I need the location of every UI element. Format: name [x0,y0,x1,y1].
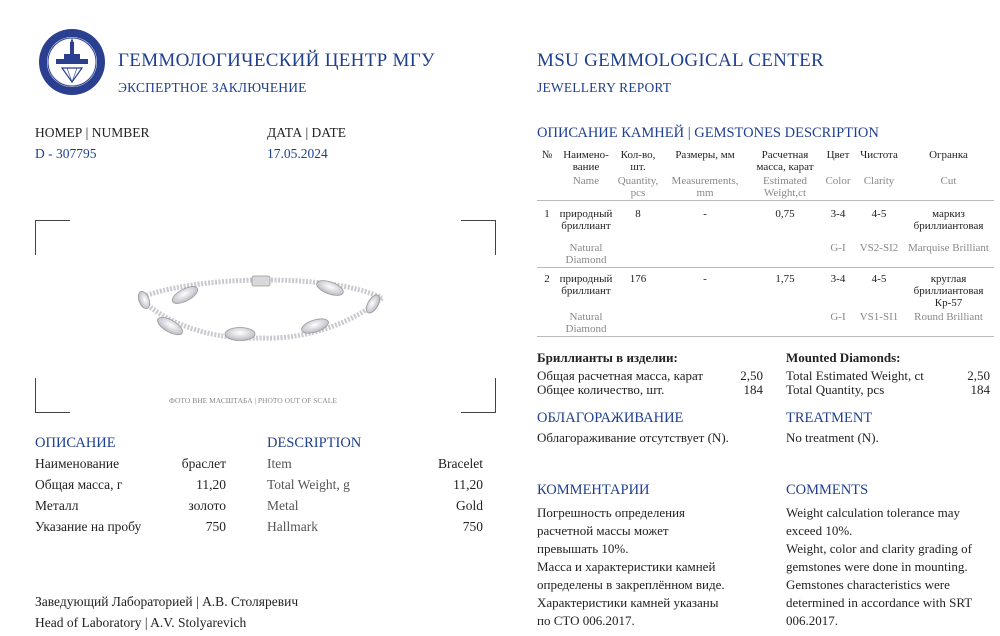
column-header-en: Name [572,175,600,187]
comments-en-text [786,504,996,630]
treatment-en-text: No treatment (N). [786,430,879,445]
mounted-en-heading: Mounted Diamonds: [786,350,901,365]
table-cell: 3-4 [830,208,846,220]
table-cell: природный бриллиант [559,208,613,232]
comment-line: gemstones were done in mounting. [786,559,968,574]
column-header: Огранка [929,149,968,161]
column-header-en: Measurements, mm [671,175,739,199]
description-label: Item [267,456,292,471]
description-label: Metal [267,498,299,513]
mounted-label: Total Quantity, pcs [786,382,885,397]
header-en-title: MSU GEMMOLOGICAL CENTER [537,50,824,71]
comment-line: determined in accordance with SRT [786,595,973,610]
photo-frame-corner [461,220,496,255]
table-cell: 1 [544,208,550,220]
table-cell: 4-5 [871,208,887,220]
comments-ru-heading: КОММЕНТАРИИ [537,482,650,498]
mounted-en-list [786,368,990,396]
comment-line: Gemstones characteristics were [786,577,950,592]
description-value: Bracelet [438,456,483,471]
table-cell: G-I [830,242,846,254]
description-label: Hallmark [267,519,318,534]
description-value: браслет [181,456,226,471]
comment-line: exceed 10%. [786,523,853,538]
description-label: Наименование [35,456,120,471]
comment-line: Weight, color and clarity grading of [786,541,972,556]
table-cell: 176 [629,273,647,285]
photo-frame-corner [35,220,70,255]
column-header-en: Estimated Weight,ct [763,175,807,199]
description-value: золото [188,498,226,513]
description-label: Металл [35,498,79,513]
table-cell: - [703,273,707,285]
table-cell: 2 [544,273,550,285]
comment-line: по СТО 006.2017. [537,613,635,628]
description-value: 750 [462,519,483,534]
mounted-value: 2,50 [740,368,763,383]
column-header-en: Cut [940,175,957,187]
table-cell: G-I [830,311,846,323]
comment-line: превышать 10%. [537,541,629,556]
number-value: D - 307795 [35,146,97,161]
table-row [537,272,994,310]
comment-line: Масса и характеристики камней [537,559,716,574]
description-label: Общая масса, г [35,477,123,492]
description-label: Total Weight, g [267,477,350,492]
header-ru-subtitle: ЭКСПЕРТНОЕ ЗАКЛЮЧЕНИЕ [118,80,307,95]
table-header-row-en [537,174,994,201]
list-item [786,368,990,382]
treatment-ru-heading: ОБЛАГОРАЖИВАНИЕ [537,410,684,426]
description-value: 11,20 [196,477,226,492]
table-cell: VS2-SI2 [859,242,899,254]
table-cell: 0,75 [775,208,795,220]
table-cell [661,310,749,337]
table-cell: 4-5 [871,273,887,285]
list-item [786,382,990,396]
column-header: Кол-во, шт. [620,149,656,173]
comment-line: Характеристики камней указаны [537,595,719,610]
column-header-en [537,174,557,201]
table-cell: Marquise Brilliant [908,242,989,254]
column-header: Расчетная масса, карат [756,149,814,173]
column-header: Цвет [826,149,850,161]
comment-line: 006.2017. [786,613,838,628]
column-header-en: Color [825,175,851,187]
table-cell: 3-4 [830,273,846,285]
column-header: Размеры, мм [675,149,735,161]
bracelet-photo [130,268,390,353]
table-row-en [537,310,994,337]
treatment-en-heading: TREATMENT [786,410,873,426]
gemstones-table [537,148,994,337]
list-item [35,498,226,519]
table-cell [537,310,557,337]
table-row-en [537,241,994,268]
column-header: Наимено-вание [563,149,609,173]
mounted-label: Общее количество, шт. [537,382,665,397]
list-item [267,519,483,540]
table-cell: VS1-SI1 [859,311,899,323]
list-item [35,477,226,498]
table-cell: Round Brilliant [914,311,983,323]
list-item [267,498,483,519]
header-ru-title: ГЕММОЛОГИЧЕСКИЙ ЦЕНТР МГУ [118,50,435,71]
description-ru-list [35,456,226,540]
description-value: 750 [205,519,226,534]
table-header-row [537,148,994,174]
mounted-label: Общая расчетная масса, карат [537,368,704,383]
table-cell: Natural Diamond [565,242,607,266]
mounted-label: Total Estimated Weight, ct [786,368,924,383]
list-item [35,456,226,477]
mounted-ru-heading: Бриллианты в изделии: [537,350,678,365]
table-cell [615,241,661,268]
gemstones-heading: ОПИСАНИЕ КАМНЕЙ | GEMSTONES DESCRIPTION [537,125,879,141]
list-item [267,477,483,498]
table-cell: 1,75 [775,273,795,285]
table-cell: природный бриллиант [559,273,613,297]
table-cell [749,241,821,268]
signature-ru: Заведующий Лабораторией | А.В. Столяревич [35,594,299,609]
description-en-heading: DESCRIPTION [267,435,362,451]
treatment-ru-text: Облагораживание отсутствует (N). [537,430,729,445]
column-header-en: Quantity, pcs [617,175,659,199]
description-ru-heading: ОПИСАНИЕ [35,435,116,451]
date-value: 17.05.2024 [267,146,328,161]
table-cell: Natural Diamond [565,311,607,335]
column-header-en: Clarity [863,175,895,187]
table-cell [749,310,821,337]
mounted-value: 2,50 [967,368,990,383]
column-header: № [541,149,553,161]
list-item [35,519,226,540]
description-en-list [267,456,483,540]
photo-caption: ФОТО ВНЕ МАСШТАБА | PHOTO OUT OF SCALE [169,396,337,405]
description-value: 11,20 [453,477,483,492]
comment-line: Погрешность определения [537,505,686,520]
comments-en-heading: COMMENTS [786,482,869,498]
table-cell [537,241,557,268]
description-value: Gold [456,498,483,513]
header-en-subtitle: JEWELLERY REPORT [537,80,672,95]
table-cell: круглая бриллиантовая Кр-57 [913,273,984,309]
mounted-value: 184 [743,382,763,397]
list-item [537,382,763,396]
msu-seal-icon [38,28,106,96]
number-label: НОМЕР | NUMBER [35,125,150,140]
mounted-value: 184 [970,382,990,397]
comment-line: расчетной массы может [537,523,669,538]
column-header: Чистота [860,149,898,161]
mounted-ru-list [537,368,763,396]
list-item [267,456,483,477]
description-label: Указание на пробу [35,519,142,534]
table-cell: 8 [635,208,641,220]
comment-line: Weight calculation tolerance may [786,505,961,520]
date-label: ДАТА | DATE [267,125,347,140]
comments-ru-text [537,504,777,630]
signature-en: Head of Laboratory | A.V. Stolyarevich [35,615,247,630]
table-row [537,207,994,233]
table-cell: маркиз бриллиантовая [913,208,984,232]
table-cell: - [703,208,707,220]
table-cell [615,310,661,337]
list-item [537,368,763,382]
table-cell [661,241,749,268]
comment-line: определены в закреплённом виде. [537,577,725,592]
